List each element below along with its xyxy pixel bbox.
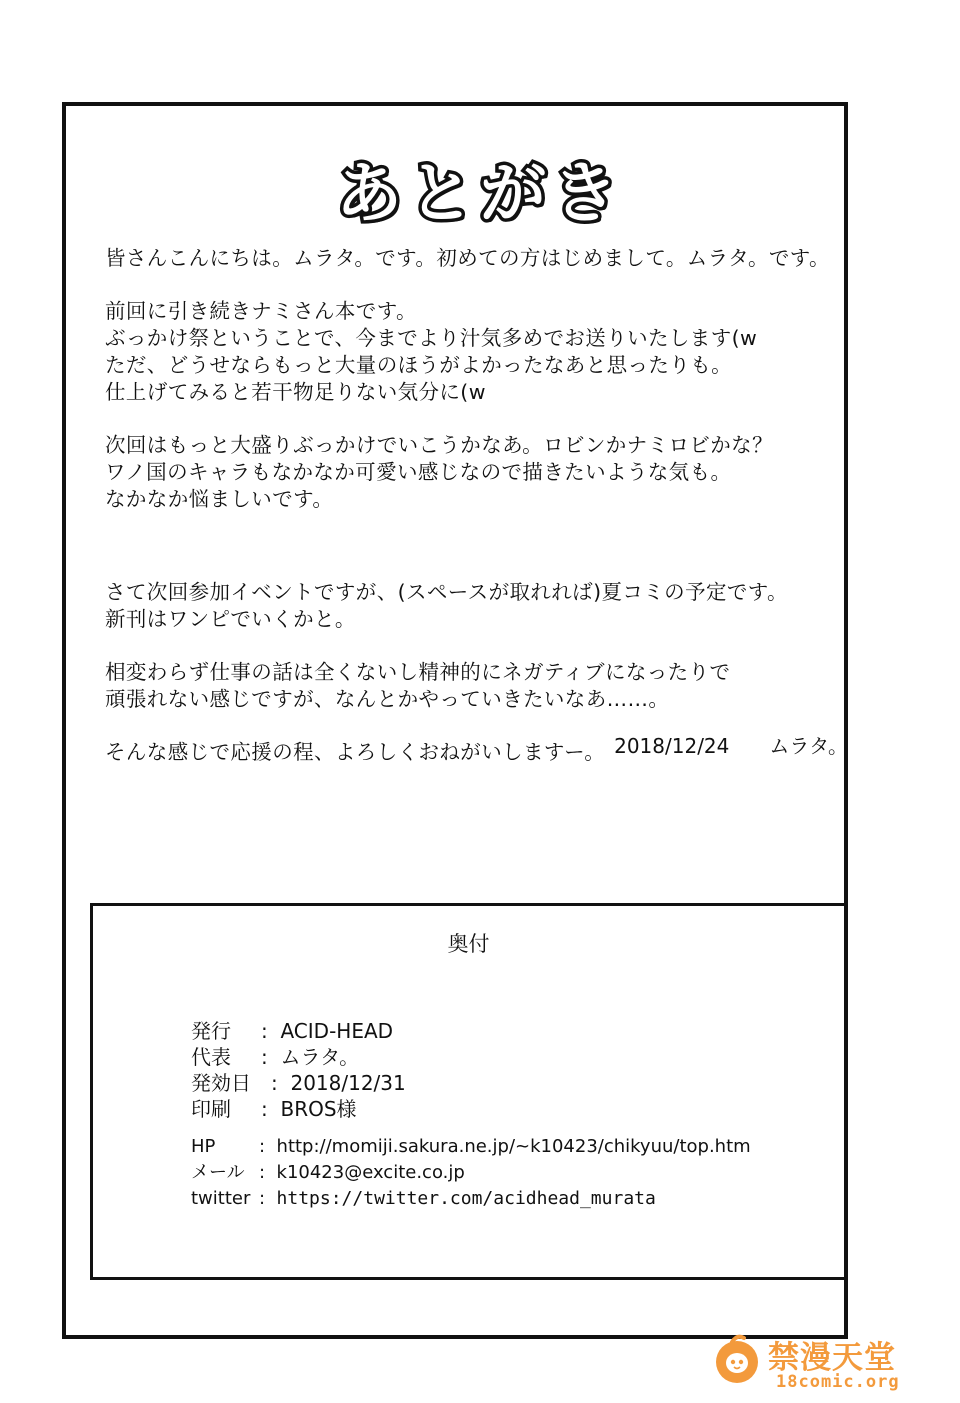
watermark-url: 18comic.org [776,1372,900,1392]
text-line: ただ、どうせならもっと大量のほうがよかったなあと思ったりも。 [105,353,732,377]
date-row [191,1070,406,1096]
signature-date: 2018/12/24 [614,734,730,758]
representative-row [191,1044,406,1070]
separator: : [259,1136,266,1157]
text-line: 新刊はワンピでいくかと。 [105,607,356,631]
separator: : [261,1045,268,1069]
representative-value: ムラタ。 [280,1045,360,1069]
separator: : [259,1188,266,1209]
colophon-info [191,1018,406,1122]
paragraph-5 [105,659,845,713]
watermark [710,1330,920,1400]
signature [614,730,848,759]
publisher-row [191,1018,406,1044]
publisher-value: ACID-HEAD [280,1019,394,1043]
text-line: なかなか悩ましいです。 [105,487,334,511]
twitter-link[interactable]: https://twitter.com/acidhead_murata [276,1188,656,1209]
paragraph-1 [105,245,845,272]
separator: : [261,1097,268,1121]
twitter-label: twitter [191,1188,251,1209]
text-line: そんな感じで応援の程、よろしくおねがいしますー。 [105,740,606,764]
text-line: 頑張れない感じですが、なんとかやっていきたいなあ……。 [105,687,670,711]
twitter-row [191,1186,751,1212]
date-label: 発効日 [191,1071,251,1095]
text-line: 皆さんこんにちは。ムラタ。です。初めての方はじめまして。ムラタ。です。 [105,246,830,270]
date-value: 2018/12/31 [290,1071,406,1095]
publisher-label: 発行 [191,1019,231,1043]
hp-row [191,1134,751,1160]
afterword-body [105,245,845,766]
separator: : [271,1071,278,1095]
hp-link[interactable]: http://momiji.sakura.ne.jp/~k10423/chikyuu/top.htm [276,1136,751,1157]
separator: : [259,1162,266,1183]
text-line: 相変わらず仕事の話は全くないし精神的にネガティブになったりで [105,660,731,684]
hp-label: HP [191,1136,216,1157]
separator: : [261,1019,268,1043]
printer-label: 印刷 [191,1097,231,1121]
text-line: ぶっかけ祭ということで、今までより汁気多めでお送りいたします(w [105,326,758,350]
paragraph-2 [105,298,845,406]
paragraph-4 [105,579,845,633]
paragraph-3 [105,432,845,513]
colophon-title: 奥付 [447,932,490,956]
mail-label: メール [191,1162,245,1183]
printer-value: BROS様 [280,1097,357,1121]
representative-label: 代表 [191,1045,231,1069]
text-line: ワノ国のキャラもなかなか可愛い感じなので描きたいような気も。 [105,460,732,484]
text-line: 次回はもっと大盛りぶっかけでいこうかなあ。ロビンかナミロビかな？ [105,433,773,457]
orange-mascot-icon [710,1332,764,1386]
printer-row [191,1096,406,1122]
mail-link[interactable]: k10423@excite.co.jp [276,1162,465,1183]
text-line: 仕上げてみると若干物足りない気分に(w [105,380,486,404]
signature-author: ムラタ。 [769,734,848,758]
text-line: さて次回参加イベントですが、(スペースが取れれば)夏コミの予定です。 [105,580,788,604]
mail-row [191,1160,751,1186]
colophon-box [90,903,847,1280]
page-title: あとがき [336,155,624,232]
colophon-contact [191,1134,751,1212]
text-line: 前回に引き続きナミさん本です。 [105,299,417,323]
watermark-text: 禁漫天堂 [768,1340,896,1376]
